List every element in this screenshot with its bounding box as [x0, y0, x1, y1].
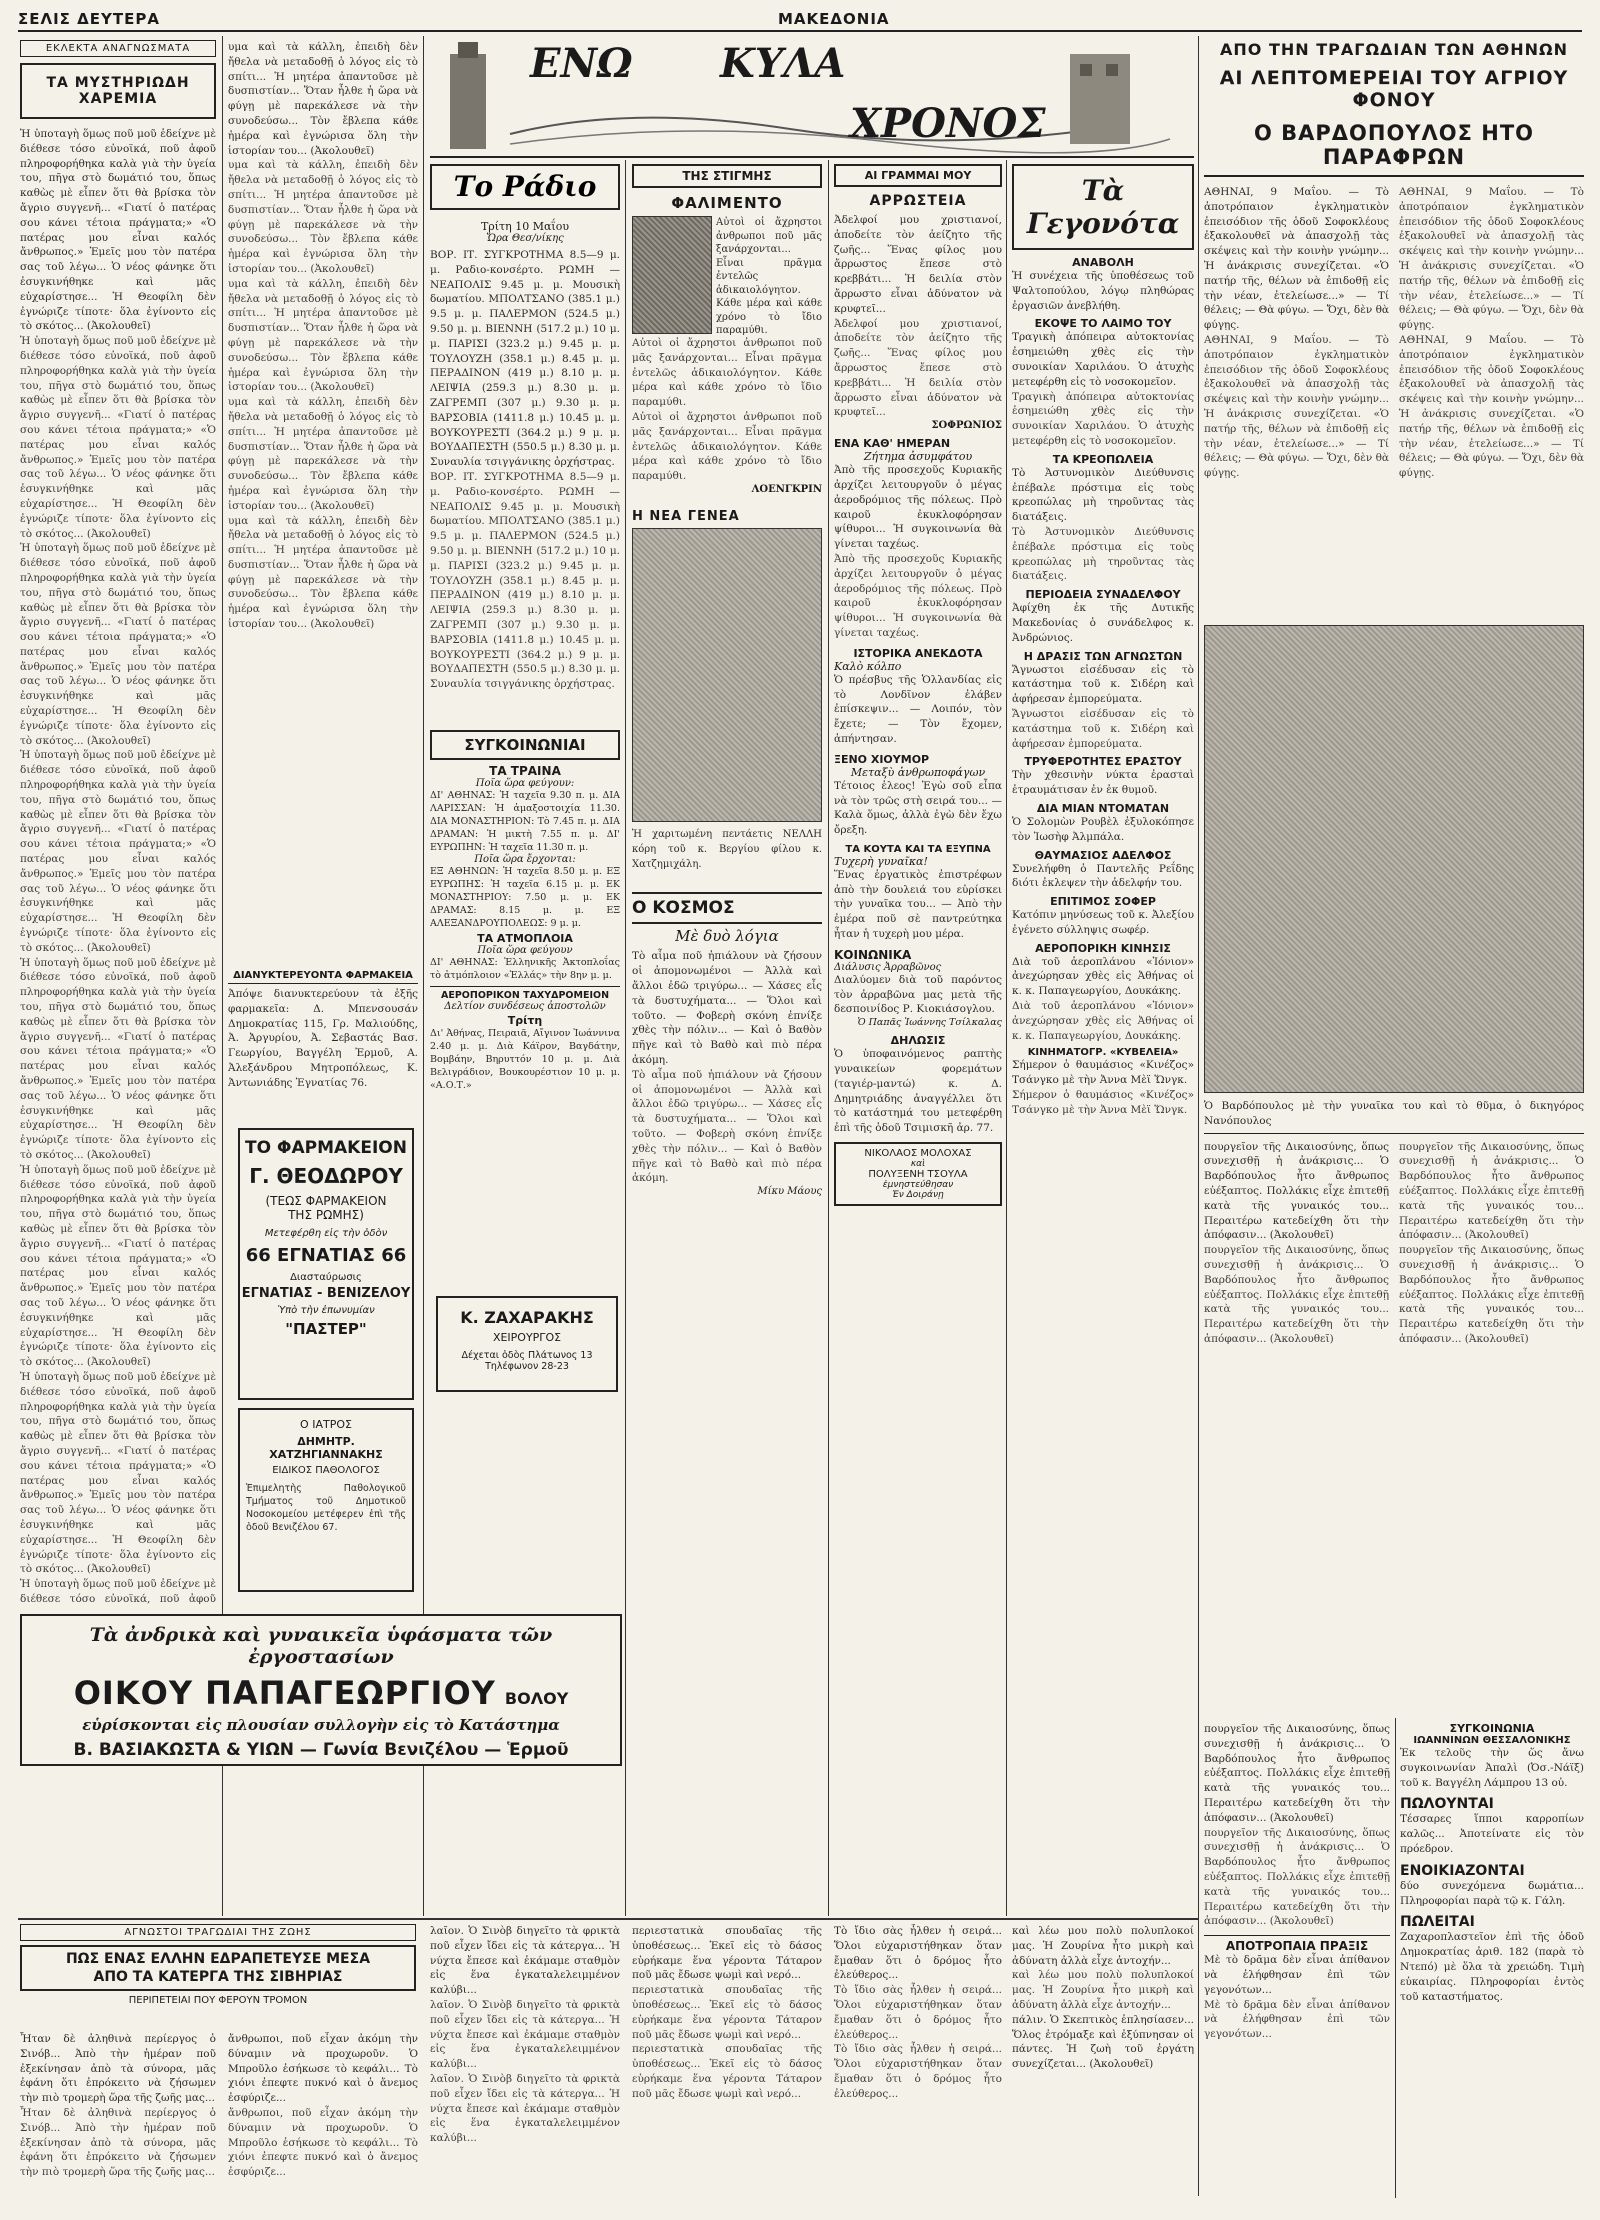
article-continuation: υμα καὶ τὰ κάλλη, ἐπειδὴ δὲν ἤθελα νὰ μεταδοθῇ ὁ λόγος εἰς τὸ σπίτι... Ἡ μητέρα ἀπαντοῦσε μὲ δυσπιστίαν... Ὅταν ἦλθε ἡ ὥρα νὰ φύγῃ μὲ παρεκάλεσε νὰ τὴν συνοδεύσω... Τὸν ἔβλεπα κάθε ἡμέρα καὶ ἐγνώρισα ὅλη τὴν ἱστορίαν του... (Ἀκολουθεῖ) [228, 514, 418, 631]
right-article-body: ΑΘΗΝΑΙ, 9 Μαΐου. — Τὸ ἀποτρόπαιον ἐγκληματικὸν ἐπεισόδιον τῆς ὁδοῦ Σοφοκλέους ἐξακολουθεῖ νὰ ἀπασχολῇ τὰς σκέψεις καὶ τὴν κοινὴν γνώμην... Ἡ ἀνάκρισις συνεχίζεται. «Ὁ πατήρ τῆς, θέλων νὰ ἐπιδοθῇ εἰς τὴν νέαν, ἐτελείωσε...» — Τί θέλεις; — Θὰ φύγω. — Ὄχι, δὲν θὰ φύγῃς. [1204, 186, 1389, 332]
feuilleton-body: καὶ λέω μου πολὺ πολυπλοκοί μας. Ἡ Ζουρίνα ἦτο μικρὴ καὶ ἀδύνατη ἀλλὰ εἶχε ἀντοχήν... [1012, 1925, 1194, 1967]
right-headline-2: ΑΙ ΛΕΠΤΟΜΕΡΕΙΑΙ ΤΟΥ ΑΓΡΙΟΥ ΦΟΝΟΥ [1219, 67, 1569, 111]
anecdotes-body: Ὁ πρέσβυς τῆς Ὁλλανδίας εἰς τὸ Λονδῖνον ἐλάβεν ἐπίσκεψιν... — Λοιπόν, τὸν ἔχετε; — Τὸν ἔχομεν, ἀπήντησαν. [834, 673, 1002, 745]
classified-heading: ΠΩΛΕΙΤΑΙ [1400, 1914, 1475, 1931]
classified-body: Ζαχαροπλαστεῖον ἐπὶ τῆς ὁδοῦ Δημοκρατίας ἀριθ. 182 (παρὰ τὸ Ντεπό) μὲ ὅλα τὰ χρειώδη. Τιμὴ εὐκαιρίας. Πληροφορίαι ἐντὸς τοῦ καταστήματος. [1400, 1931, 1584, 2003]
section-kicker: ΕΚΛΕΚΤΑ ΑΝΑΓΝΩΣΜΑΤΑ [20, 40, 216, 57]
silly-clever-sub: Τυχερὴ γυναῖκα! [834, 854, 928, 868]
feuilleton-col-3 [430, 1924, 620, 2198]
article-continuation: Ἡ ὑποταγὴ ὅμως ποῦ μοῦ ἐδείχνε μὲ διέθεσε τόσο εὐνοϊκά, ποῦ ἀφοῦ πληροφορήθηκα καλὰ γιὰ τὴν ὑγεία του, πῆγα στὸ δωμάτιό του, ὅπως καθὼς μὲ εἶπεν ὅτι θὰ βρίσκα τὸν ἄγριο συγγενῆ... «Γιατί ὁ πατέρας σου κάνει τέτοια πράγματα;» «Ὁ πατέρας μου εἶναι καλός ἄνθρωπος.» Ἐμεῖς μου τὸν πατέρα σας τοῦ λέγω... Ὁ νέος φάνηκε ὅτι ἐσυγκινήθηκε καὶ μᾶς εὐχαρίστησε... Ἡ Θεοφίλη δὲν ἐγνώριζε τίποτε· ὅλα ἐγίνοντο εἰς τὸ σκότος... (Ἀκολουθεῖ) [20, 749, 216, 954]
surgeon-name: Κ. ΖΑΧΑΡΑΚΗΣ [460, 1308, 594, 1327]
banner-word-3: ΧΡΟΝΟΣ [850, 100, 1046, 147]
article-continuation: Ἡ ὑποταγὴ ὅμως ποῦ μοῦ ἐδείχνε μὲ διέθεσε τόσο εὐνοϊκά, ποῦ ἀφοῦ πληροφορήθηκα καλὰ γιὰ τὴν ὑγεία του, πῆγα στὸ δωμάτιό του, ὅπως καθὼς μὲ εἶπεν ὅτι θὰ βρίσκα τὸν ἄγριο συγγενῆ... «Γιατί ὁ πατέρας σου κάνει τέτοια πράγματα;» «Ὁ πατέρας μου εἶναι καλός ἄνθρωπος.» Ἐμεῖς μου τὸν πατέρα σας τοῦ λέγω... Ὁ νέος φάνηκε ὅτι ἐσυγκινήθηκε καὶ μᾶς εὐχαρίστησε... Ἡ Θεοφίλη δὲν ἐγνώριζε τίποτε· ὅλα ἐγίνοντο εἰς τὸ σκότος... (Ἀκολουθεῖ) [20, 956, 216, 1161]
event-body: Σήμερον ὁ θαυμάσιος «Κινέζος» Τσάνγκο μὲ τὴν Ἀννα Μὲϊ Ὥνγκ. [1012, 1059, 1194, 1087]
feuilleton-continuation: λαῖον. Ὁ Σινὸβ διηγεῖτο τὰ φρικτὰ ποῦ εἶχεν ἴδει εἰς τὰ κάτεργα... Ἡ νύχτα ἔπεσε καὶ ἐκάμαμε σταθμὸν εἰς ἕνα ἐγκαταλελειμμένον καλύβι... [430, 1998, 620, 2071]
radio-logo [430, 164, 620, 210]
feuilleton-body: Τὸ ἴδιο σὰς ἦλθεν ἡ σειρά... Ὅλοι εὐχαριστήθηκαν ὅταν ἔμαθαν ὅτι ὁ δρόμος ἦτο ἐλεύθερος... [834, 1925, 1002, 1982]
surgeon-address: Δέχεται ὁδὸς Πλάτωνος 13 Τηλέφωνον 28-23 [461, 1350, 593, 1372]
right-article-continuation: πουργεῖον τῆς Δικαιοσύνης, ὅπως συνεχισθῇ ἡ ἀνάκρισις... Ὁ Βαρδόπουλος ἦτο ἄνθρωπος εὐέξαπτος. Πολλάκις εἶχε ἐπιτεθῇ κατὰ τῆς γυναικός του... Περαιτέρω κατεδείχθη ὅτι τὴν ἀπόφασιν... (Ἀκολουθεῖ) [1204, 1244, 1389, 1345]
article-continuation: Ἡ ὑποταγὴ ὅμως ποῦ μοῦ ἐδείχνε μὲ διέθεσε τόσο εὐνοϊκά, ποῦ ἀφοῦ πληροφορήθηκα καλὰ γιὰ τὴν ὑγεία του, πῆγα στὸ δωμάτιό του, ὅπως καθὼς μὲ εἶπεν ὅτι θὰ βρίσκα τὸν ἄγριο συγγενῆ... «Γιατί ὁ πατέρας σου κάνει τέτοια πράγματα;» «Ὁ πατέρας μου εἶναι καλός ἄνθρωπος.» Ἐμεῖς μου τὸν πατέρα σας τοῦ λέγω... Ὁ νέος φάνηκε ὅτι ἐσυγκινήθηκε καὶ μᾶς εὐχαρίστησε... Ἡ Θεοφίλη δὲν ἐγνώριζε τίποτε· ὅλα ἐγίνοντο εἰς τὸ σκότος... (Ἀκολουθεῖ) [20, 542, 216, 747]
transport-body: Ἐκ τελοῦς τὴν ὥς ἄνω συγκοινωνίαν Ἀπαλὶ (Ὀσ.-Νάϊξ) τοῦ κ. Βαγγέλη Λάμπρου 13 οὐ. [1400, 1747, 1584, 1789]
communications-section [430, 730, 620, 1290]
event-body: Ἡ συνέχεια τῆς ὑποθέσεως τοῦ Ψαλτοπούλου, λόγῳ πληθώρας ἐργασιῶν ἀνεβλήθη. [1012, 270, 1194, 312]
feuilleton-col-5 [834, 1924, 1002, 2198]
anecdotes-sub: Καλὸ κόλπο [834, 659, 902, 673]
daily-title: ΕΝΑ ΚΑΘ' ΗΜΕΡΑΝ [834, 437, 951, 451]
transport-sub: ΙΩΑΝΝΙΝΩΝ ΘΕΣΣΑΛΟΝΙΚΗΣ [1413, 1735, 1571, 1746]
ad-line: Τὰ ἀνδρικὰ καὶ γυναικεῖα ὑφάσματα τῶν ἐργοστασίων [89, 1624, 553, 1668]
transport-title: ΣΥΓΚΟΙΝΩΝΙΑ [1449, 1722, 1535, 1735]
news-photo [1204, 625, 1584, 1093]
feuilleton-continuation: Ἦταν δὲ ἀληθινὰ περίεργος ὁ Σινόβ... Ἀπὸ τὴν ἡμέραν ποῦ ἐξεκίνησαν ἀπὸ τὰ σύνορα, μᾶς ἐφάνη ὅτι ἐπρόκειτο νὰ ζήσωμεν τὴν πιὸ τρομερὴ ὥρα τῆς ζωῆς μας... [20, 2106, 216, 2179]
radio-date: Τρίτη 10 Μαΐου [480, 220, 570, 233]
article-body: πουργεῖον τῆς Δικαιοσύνης, ὅπως συνεχισθῇ ἡ ἀνάκρισις... Ὁ Βαρδόπουλος ἦτο ἄνθρωπος εὐέξαπτος. Πολλάκις εἶχε ἐπιτεθῇ κατὰ τῆς γυναικός του... Περαιτέρω κατεδείχθη ὅτι τὴν ἀπόφασιν... (Ἀκολουθεῖ) [1204, 1723, 1390, 1824]
engagement-and: καὶ [910, 1159, 926, 1170]
feuilleton-sub: ΠΕΡΙΠΕΤΕΙΑΙ ΠΟΥ ΦΕΡΟΥΝ ΤΡΟΜΟΝ [128, 1995, 308, 2006]
feuilleton-body: Ἦταν δὲ ἀληθινὰ περίεργος ὁ Σινόβ... Ἀπὸ τὴν ἡμέραν ποῦ ἐξεκίνησαν ἀπὸ τὰ σύνορα, μᾶς ἐφάνη ὅτι ἐπρόκειτο νὰ ζήσωμεν τὴν πιὸ τρομερὴ ὥρα τῆς ζωῆς μας... [20, 2033, 216, 2105]
article-body: υμα καὶ τὰ κάλλη, ἐπειδὴ δὲν ἤθελα νὰ μεταδοθῇ ὁ λόγος εἰς τὸ σπίτι... Ἡ μητέρα ἀπαντοῦσε μὲ δυσπιστίαν... Ὅταν ἦλθε ἡ ὥρα νὰ φύγῃ μὲ παρεκάλεσε νὰ τὴν συνοδεύσω... Τὸν ἔβλεπα κάθε ἡμέρα καὶ ἐγνώρισα ὅλη τὴν ἱστορίαν του... (Ἀκολουθεῖ) [228, 41, 418, 157]
ships-sub: Ποῖα ὥρα φεύγουν [477, 945, 573, 956]
pharmacies-section [228, 970, 418, 1120]
right-article-continuation: πουργεῖον τῆς Δικαιοσύνης, ὅπως συνεχισθῇ ἡ ἀνάκρισις... Ὁ Βαρδόπουλος ἦτο ἄνθρωπος εὐέξαπτος. Πολλάκις εἶχε ἐπιτεθῇ κατὰ τῆς γυναικός του... Περαιτέρω κατεδείχθη ὅτι τὴν ἀπόφασιν... (Ἀκολουθεῖ) [1399, 1244, 1584, 1345]
departures-label: Ποῖα ὥρα φεύγουν: [475, 778, 575, 789]
feuilleton-kicker: ΑΓΝΩΣΤΟΙ ΤΡΑΓΩΔΙΑΙ ΤΗΣ ΖΩΗΣ [20, 1924, 416, 1941]
pharmacy-ad [238, 1128, 414, 1400]
article-continuation: υμα καὶ τὰ κάλλη, ἐπειδὴ δὲν ἤθελα νὰ μεταδοθῇ ὁ λόγος εἰς τὸ σπίτι... Ἡ μητέρα ἀπαντοῦσε μὲ δυσπιστίαν... Ὅταν ἦλθε ἡ ὥρα νὰ φύγῃ μὲ παρεκάλεσε νὰ τὴν συνοδεύσω... Τὸν ἔβλεπα κάθε ἡμέρα καὶ ἐγνώρισα ὅλη τὴν ἱστορίαν του... (Ἀκολουθεῖ) [228, 159, 418, 275]
right-article-continuation: πουργεῖον τῆς Δικαιοσύνης, ὅπως συνεχισθῇ ἡ ἀνάκρισις... Ὁ Βαρδόπουλος ἦτο ἄνθρωπος εὐέξαπτος. Πολλάκις εἶχε ἐπιτεθῇ κατὰ τῆς γυναικός του... Περαιτέρω κατεδείχθη ὅτι τὴν ἀπόφασιν... (Ἀκολουθεῖ) [1399, 1140, 1584, 1242]
feuilleton-header [20, 1924, 416, 2026]
surgeon-title: ΧΕΙΡΟΥΡΓΟΣ [492, 1331, 562, 1344]
airmail-body: Δι' Ἀθήνας, Πειραιᾶ, Αἴγινον Ἰωάννινα 2.40 μ. μ. Διὰ Κάϊρον, Βαγδάτην, Βομβάην, Βηρυττόν 10 μ. μ. Διὰ Βελιγράδιον, Βουκουρέστιον 10 μ. μ. «Α.Ο.Τ.» [430, 1028, 620, 1091]
world-title: Ο ΚΟΣΜΟΣ [632, 892, 822, 924]
anecdotes-title: ΙΣΤΟΡΙΚΑ ΑΝΕΚΔΟΤΑ [853, 646, 983, 660]
right-headline-1: ΑΠΟ ΤΗΝ ΤΡΑΓΩΔΙΑΝ ΤΩΝ ΑΘΗΝΩΝ [1220, 40, 1568, 59]
arrivals-label: Ποῖα ὥρα ἔρχονται: [474, 854, 576, 865]
heinous-act-title: ΑΠΟΤΡΟΠΑΙΑ ΠΡΑΞΙΣ [1204, 1935, 1390, 1953]
article-body: Ἡ ὑποταγὴ ὅμως ποῦ μοῦ ἐδείχνε μὲ διέθεσε τόσο εὐνοϊκά, ποῦ ἀφοῦ πληροφορήθηκα καλὰ γιὰ τὴν ὑγεία του, πῆγα στὸ δωμάτιό του, ὅπως καθὼς μὲ εἶπεν ὅτι θὰ βρίσκα τὸν ἄγριο συγγενῆ... «Γιατί ὁ πατέρας σου κάνει τέτοια πράγματα;» «Ὁ πατέρας μου εἶναι καλός ἄνθρωπος.» Ἐμεῖς μου τὸν πατέρα σας τοῦ λέγω... Ὁ νέος φάνηκε ὅτι ἐσυγκινήθηκε καὶ μᾶς εὐχαρίστησε... Ἡ Θεοφίλη δὲν ἐγνώριζε τίποτε· ὅλα ἐγίνοντο εἰς τὸ σκότος... (Ἀκολουθεῖ) [20, 128, 216, 333]
event-continuation: Τὸ Ἀστυνομικὸν Διεύθυνσις ἐπέβαλε πρόστιμα εἰς τοὺς κρεοπώλας μὴ τηροῦντας τὰς διατάξεις. [1012, 525, 1194, 583]
letters-continuation: Ἀδελφοί μου χριστιανοί, ἀποδείτε τὸν ἀείζητο τῆς ζωῆς... Ἕνας φίλος μου ἄρρωστος ἔπεσε στὸ κρεββάτι... Ἡ δειλία στὸν ἄρρωστο εἶναι ἀδύνατον νὰ κρυφτεῖ... [834, 317, 1002, 419]
event-heading: ΔΙΑ ΜΙΑΝ ΝΤΟΜΑΤΑΝ [1036, 801, 1170, 815]
right-bottom-left [1204, 1722, 1390, 2198]
event-heading: ΤΑ ΚΡΕΟΠΩΛΕΙΑ [1052, 452, 1154, 466]
humor-sub: Μεταξὺ ἀνθρωποφάγων [850, 765, 986, 779]
feuilleton-body: λαῖον. Ὁ Σινὸβ διηγεῖτο τὰ φρικτὰ ποῦ εἶχεν ἴδει εἰς τὰ κάτεργα... Ἡ νύχτα ἔπεσε καὶ ἐκάμαμε σταθμὸν εἰς ἕνα ἐγκαταλελειμμένον καλύβι... [430, 1925, 620, 1997]
heinous-act-body: Μὲ τὸ δρᾶμα δὲν εἶναι ἀπίθανον νὰ ἐλήφθησαν ἐπὶ τῶν γεγονότων... [1204, 1954, 1390, 1996]
engagement-place: Ἐν Δοιράνῃ [892, 1190, 944, 1201]
ad-line: (ΤΕΩΣ ΦΑΡΜΑΚΕΙΟΝ [265, 1194, 387, 1208]
pharmacies-body: Ἀπόψε διανυκτερεύουν τὰ ἑξῆς φαρμακεῖα: Δ. Μπενσουσάν Δημοκρατίας 115, Γρ. Μαλιούδης, Ἀ. Ἀργυρίου, Ἀ. Σεβαστάς Βασ. Γεωργίου, Βαγγέλη Ἐρμοῦ, Α. Ἀλεξάνδρου Μητροπόλεως, Κ. Ἀντωνιάδης Ἐγνατίας 76. [228, 988, 418, 1089]
moment-title: ΤΗΣ ΣΤΙΓΜΗΣ [632, 164, 822, 188]
event-body: Τὸ Ἀστυνομικὸν Διεύθυνσις ἐπέβαλε πρόστιμα εἰς τοὺς κρεοπώλας μὴ τηροῦντας τὰς διατάξεις. [1012, 466, 1194, 524]
feuilleton-title-line-2: ΑΠΟ ΤΑ ΚΑΤΕΡΓΑ ΤΗΣ ΣΙΒΗΡΙΑΣ [93, 1969, 343, 1985]
paper-name: ΜΑΚΕΔΟΝΙΑ [778, 10, 890, 28]
social-body: Διαλύομεν διὰ τοῦ παρόντος τὸν ἀρραβῶνα μας μετὰ τῆς δεσποινίδος Ρ. Κιοκιάσογλου. [834, 973, 1002, 1016]
column-1 [20, 40, 216, 1608]
world-body: Τὸ αἷμα ποῦ ἠπιάλουν νὰ ζήσουν οἱ ἀπομονωμένοι — Ἀλλὰ καὶ ἄλλοι ἐδῶ τριγύρω... — Χάσες εἶς τὰ δυστυχήματα... — Ὅλοι καὶ τοῦτο. — Φοβερὴ σκόνη ἐπνίξε χθὲς τὴν πόλιν... — Καὶ ὁ Βαθὸν πῆγε καὶ τὸ Βαθὸ καὶ πιὸ πέρα ἀκόμη. [632, 950, 822, 1066]
ad-line: εὑρίσκονται εἰς πλουσίαν συλλογὴν εἰς τὸ Κατάστημα [82, 1716, 560, 1734]
feuilleton-col-6 [1012, 1924, 1194, 2198]
right-article-continuation: ΑΘΗΝΑΙ, 9 Μαΐου. — Τὸ ἀποτρόπαιον ἐγκληματικὸν ἐπεισόδιον τῆς ὁδοῦ Σοφοκλέους ἐξακολουθεῖ νὰ ἀπασχολῇ τὰς σκέψεις καὶ τὴν κοινὴν γνώμην... Ἡ ἀνάκρισις συνεχίζεται. «Ὁ πατήρ τῆς, θέλων νὰ ἐπιδοθῇ εἰς τὴν νέαν, ἐτελείωσε...» — Τί θέλεις; — Θὰ φύγω. — Ὄχι, δὲν θὰ φύγῃς. [1399, 186, 1584, 332]
classifieds [1400, 1722, 1584, 2198]
notice-body: Ὁ ὑποφαινόμενος ραπτὴς γυναικείων φορεμάτων (ταγιέρ-μαντώ) κ. Δ. Δημητριάδης ἀναγγέλλει ὅτι τὸ κατάστημά του μετεφέρθη ἐπὶ τῆς ὁδοῦ Τσιμισκῆ ἀρ. 77. [834, 1048, 1002, 1135]
event-body: Διὰ τοῦ ἀεροπλάνου «Ἰόνιον» ἀνεχώρησαν χθὲς εἰς Ἀθήνας οἱ κ. κ. Παπαγεωργίου, Δουκάκης. [1012, 955, 1194, 998]
moment-signature: ΛΟΕΝΓΚΡΙΝ [751, 483, 822, 495]
feuilleton-continuation: καὶ λέω μου πολὺ πολυπλοκοί μας. Ἡ Ζουρίνα ἦτο μικρὴ καὶ ἀδύνατη ἀλλὰ εἶχε ἀντοχήν... [1012, 1969, 1194, 2011]
airmail-title: ΑΕΡΟΠΟΡΙΚΟΝ ΤΑΧΥΔΡΟΜΕΙΟΝ [430, 986, 620, 1001]
letters-title: ΑΙ ΓΡΑΜΜΑΙ ΜΟΥ [834, 164, 1002, 187]
engagement-text: ἐμνηστεύθησαν [882, 1180, 954, 1191]
article-title: ΤΑ ΜΥΣΤΗΡΙΩΔΗ ΧΑΡΕΜΙΑ [20, 63, 216, 119]
event-heading: ΑΕΡΟΠΟΡΙΚΗ ΚΙΝΗΣΙΣ [1035, 941, 1171, 955]
column-2 [228, 40, 418, 960]
trains-title: ΤΑ ΤΡΑΙΝΑ [489, 764, 561, 778]
svg-text:Το Ράδιο: Το Ράδιο [453, 170, 597, 203]
daily-continuation: Ἀπὸ τῆς προσεχοῦς Κυριακῆς ἀρχίζει λειτουργοῦν ὁ μέγας ἀεροδρόμιος τῆς πόλεως. Πρὸ καιροῦ ἐκυκλοφόρησαν ψίθυροι... Ἡ συγκοινωνία θὰ γίνεται ταχέως. [834, 552, 1002, 639]
event-heading: ΘΑΥΜΑΣΙΟΣ ΑΔΕΛΦΟΣ [1034, 848, 1172, 862]
moment-section [632, 164, 822, 1604]
right-headline-3: Ο ΒΑΡΔΟΠΟΥΛΟΣ ΗΤΟ ΠΑΡΑΦΡΩΝ [1204, 121, 1584, 177]
moment-continuation: Αὐτοὶ οἱ ἄχρηστοι ἀνθρωποι ποῦ μᾶς ξανάρχονται... Εἶναι πρᾶγμα ἐντελῶς ἀδικαιολόγητον. Κάθε μέρα καὶ κάθε χρόνο τὸ ἴδιο παραμύθι. [632, 337, 822, 409]
event-heading: ΤΡΥΦΕΡΟΤΗΤΕΣ ΕΡΑΣΤΟΥ [1024, 755, 1182, 769]
right-article-body-2: πουργεῖον τῆς Δικαιοσύνης, ὅπως συνεχισθῇ ἡ ἀνάκρισις... Ὁ Βαρδόπουλος ἦτο ἄνθρωπος εὐέξαπτος. Πολλάκις εἶχε ἐπιτεθῇ κατὰ τῆς γυναικός του... Περαιτέρω κατεδείχθη ὅτι τὴν ἀπόφασιν... (Ἀκολουθεῖ) [1204, 1140, 1389, 1242]
event-body: Ἀφίχθη ἐκ τῆς Δυτικῆς Μακεδονίας ὁ συνάδελφος κ. Ἀνδρώνιος. [1012, 602, 1194, 644]
ad-line: Γ. ΘΕΟΔΩΡΟΥ [249, 1164, 403, 1188]
event-continuation: Τραγικὴ ἀπόπειρα αὐτοκτονίας ἐσημειώθη χθὲς εἰς τὴν συνοικίαν Χαριλάου. Ὁ ἀτυχὴς μετεφέρθη εἰς τὸ νοσοκομεῖον. [1012, 390, 1194, 447]
ad-line: Β. ΒΑΣΙΑΚΩΣΤΑ & ΥΙΩΝ — Γωνία Βενιζέλου — Ἑρμοῦ [73, 1740, 569, 1760]
engagement-name-1: ΝΙΚΟΛΑΟΣ ΜΟΛΟΧΑΣ [864, 1148, 972, 1160]
right-article-continuation: ΑΘΗΝΑΙ, 9 Μαΐου. — Τὸ ἀποτρόπαιον ἐγκληματικὸν ἐπεισόδιον τῆς ὁδοῦ Σοφοκλέους ἐξακολουθεῖ νὰ ἀπασχολῇ τὰς σκέψεις καὶ τὴν κοινὴν γνώμην... Ἡ ἀνάκρισις συνεχίζεται. «Ὁ πατήρ τῆς, θέλων νὰ ἐπιδοθῇ εἰς τὴν νέαν, ἐτελείωσε...» — Τί θέλεις; — Θὰ φύγω. — Ὄχι, δὲν θὰ φύγῃς. [1204, 333, 1389, 480]
event-heading: ΕΠΙΤΙΜΟΣ ΣΟΦΕΡ [1050, 895, 1156, 909]
fabric-ad [20, 1614, 622, 1766]
photo-caption: Ὁ Βαρδόπουλος μὲ τὴν γυναῖκα του καὶ τὸ θῦμα, ὁ δικηγόρος Νανόπουλος [1204, 1099, 1584, 1134]
classified-heading: ΠΩΛΟΥΝΤΑΙ [1400, 1796, 1494, 1813]
radio-programs: ΒΟΡ. ΙΤ. ΣΥΓΚΡΟΤΗΜΑ 8.5—9 μ. μ. Ραδιο-κονσέρτο. ΡΩΜΗ — ΝΕΑΠΟΛΙΣ 9.45 μ. μ. Μουσικὴ δωματίου. ΜΠΟΛΤΣΑΝΟ (385.1 μ.) 9.5 μ. μ. ΠΑΛΕΡΜΟΝ (524.5 μ.) 9.50 μ. μ. ΒΙΕΝΝΗ (517.2 μ.) 10 μ. μ. ΠΑΡΙΣΙ (323.2 μ.) 9.45 μ. μ. ΤΟΥΛΟΥΖΗ (358.1 μ.) 8.45 μ. μ. ΠΕΡΑΔΙΝΟΝ (419 μ.) 8.10 μ. μ. ΛΕΙΨΙΑ (259.3 μ.) 8.30 μ. μ. ΖΑΓΡΕΜΠ (307 μ.) 9.30 μ. μ. ΒΑΡΣΟΒΙΑ (1411.8 μ.) 10.45 μ. μ. ΒΟΥΚΟΥΡΕΣΤΙ (364.2 μ.) 9 μ. μ. ΒΟΥΔΑΠΕΣΤΗ (550.5 μ.) 8.30 μ. μ. Συναυλία τσιγγάνικης ὀρχήστρας. [430, 470, 620, 691]
photo-caption: Ἡ χαριτωμένη πεντάετις ΝΕΛΛΗ κόρη τοῦ κ. Βεργίου φίλου κ. Χατζημιχάλη. [632, 828, 822, 870]
classified-body: δύο συνεχόμενα δωμάτια... Πληροφορίαι παρὰ τῷ κ. Γάλη. [1400, 1879, 1584, 1907]
event-continuation: Διὰ τοῦ ἀεροπλάνου «Ἰόνιον» ἀνεχώρησαν χθὲς εἰς Ἀθήνας οἱ κ. κ. Παπαγεωργίου, Δουκάκης. [1012, 1000, 1194, 1042]
radio-time: Ὥρα Θεσ/νίκης [486, 233, 564, 244]
engagement-name-2: ΠΟΛΥΞΕΝΗ ΤΣΟΥΛΑ [868, 1169, 968, 1181]
communications-title: ΣΥΓΚΟΙΝΩΝΙΑΙ [430, 730, 620, 760]
event-heading: ΚΙΝΗΜΑΤΟΓΡ. «ΚΥΒΕΛΕΙΑ» [1027, 1047, 1179, 1059]
ad-body: Ἐπιμελητὴς Παθολογικοῦ Τμήματος τοῦ Δημοτικοῦ Νοσοκομείου μετέφερεν ἐπὶ τῆς ὁδοῦ Βενιζέλου 67. [246, 1483, 406, 1533]
events-after: πάλιν. Ὁ Σκεπτικὸς ἐπλησίασεν... Ὅλος ἐτρόμαξε καὶ ἐξύπνησαν οἱ πάντες. Ἡ ζωὴ τοῦ ἐργάτη συνεχίζεται... (Ἀκολουθεῖ) [1012, 2013, 1194, 2071]
ad-line: Μετεφέρθη εἰς τὴν ὁδὸν [264, 1228, 388, 1239]
masthead [18, 8, 1582, 32]
humor-title: ΞΕΝΟ ΧΙΟΥΜΟΡ [834, 752, 930, 766]
ad-line: ΤΗΣ ΡΩΜΗΣ) [288, 1208, 364, 1222]
radio-programs: ΒΟΡ. ΙΤ. ΣΥΓΚΡΟΤΗΜΑ 8.5—9 μ. μ. Ραδιο-κονσέρτο. ΡΩΜΗ — ΝΕΑΠΟΛΙΣ 9.45 μ. μ. Μουσικὴ δωματίου. ΜΠΟΛΤΣΑΝΟ (385.1 μ.) 9.5 μ. μ. ΠΑΛΕΡΜΟΝ (524.5 μ.) 9.50 μ. μ. ΒΙΕΝΝΗ (517.2 μ.) 10 μ. μ. ΠΑΡΙΣΙ (323.2 μ.) 9.45 μ. μ. ΤΟΥΛΟΥΖΗ (358.1 μ.) 8.45 μ. μ. ΠΕΡΑΔΙΝΟΝ (419 μ.) 8.10 μ. μ. ΛΕΙΨΙΑ (259.3 μ.) 8.30 μ. μ. ΖΑΓΡΕΜΠ (307 μ.) 9.30 μ. μ. ΒΑΡΣΟΒΙΑ (1411.8 μ.) 10.45 μ. μ. ΒΟΥΚΟΥΡΕΣΤΙ (364.2 μ.) 9 μ. μ. ΒΟΥΔΑΠΕΣΤΗ (550.5 μ.) 8.30 μ. μ. Συναυλία τσιγγάνικης ὀρχήστρας. [430, 249, 620, 469]
article-continuation: Ἡ ὑποταγὴ ὅμως ποῦ μοῦ ἐδείχνε μὲ διέθεσε τόσο εὐνοϊκά, ποῦ ἀφοῦ πληροφορήθηκα καλὰ γιὰ τὴν ὑγεία του, πῆγα στὸ δωμάτιό του, ὅπως καθὼς μὲ εἶπεν ὅτι θὰ βρίσκα τὸν ἄγριο συγγενῆ... «Γιατί ὁ πατέρας σου κάνει τέτοια πράγματα;» «Ὁ πατέρας μου εἶναι καλός ἄνθρωπος.» Ἐμεῖς μου τὸν πατέρα σας τοῦ λέγω... Ὁ νέος φάνηκε ὅτι ἐσυγκινήθηκε καὶ μᾶς εὐχαρίστησε... Ἡ Θεοφίλη δὲν ἐγνώριζε τίποτε· ὅλα ἐγίνοντο εἰς τὸ σκότος... (Ἀκολουθεῖ) [20, 1370, 216, 1576]
banner-word-1: ΕΝΩ [530, 40, 633, 87]
moment-body: Αὐτοὶ οἱ ἄχρηστοι ἀνθρωποι ποῦ μᾶς ξανάρχονται... Εἶναι πρᾶγμα ἐντελῶς ἀδικαιολόγητον. Κάθε μέρα καὶ κάθε χρόνο τὸ ἴδιο παραμύθι. [716, 217, 822, 336]
ad-line: "ΠΑΣΤΕΡ" [285, 1320, 367, 1338]
cartoon-illustration [632, 216, 712, 334]
moment-headline: ΦΑΛΙΜΕΝΤΟ [671, 194, 783, 212]
social-signature: Ὁ Παπᾶς Ἰωάννης Τσίλκαλας [857, 1017, 1002, 1029]
silly-clever-title: ΤΑ ΚΟΥΤΑ ΚΑΙ ΤΑ ΕΞΥΠΝΑ [845, 843, 991, 855]
social-title: ΚΟΙΝΩΝΙΚΑ [834, 947, 912, 962]
ad-line: Ο ΙΑΤΡΟΣ [300, 1418, 352, 1431]
event-body: Κατόπιν μηνύσεως τοῦ κ. Ἀλεξίου ἐγένετο σύλληψις σωφέρ. [1012, 909, 1194, 936]
letters-headline: ΑΡΡΩΣΤΕΙΑ [869, 193, 967, 209]
feuilleton-col-1 [20, 2032, 216, 2198]
radio-section [430, 164, 620, 724]
world-continuation: Τὸ αἷμα ποῦ ἠπιάλουν νὰ ζήσουν οἱ ἀπομονωμένοι — Ἀλλὰ καὶ ἄλλοι ἐδῶ τριγύρω... — Χάσες εἶς τὰ δυστυχήματα... — Ὅλοι καὶ τοῦτο. — Φοβερὴ σκόνη ἐπνίξε χθὲς τὴν πόλιν... — Καὶ ὁ Βαθὸν πῆγε καὶ τὸ Βαθὸ καὶ πιὸ πέρα ἀκόμη. [632, 1068, 822, 1185]
feuilleton-title-line-1: ΠΩΣ ΕΝΑΣ ΕΛΛΗΝ ΕΔΡΑΠΕΤΕΥΣΕ ΜΕΣΑ [65, 1951, 371, 1967]
notice-title: ΔΗΛΩΣΙΣ [890, 1034, 946, 1048]
classified-body: Τέσσαρες ἵπποι καρροπίων καλῶς... Ἀποτείνατε εἰς τὸν πρόεδρον. [1400, 1813, 1584, 1855]
ad-line: Διασταύρωσις [290, 1272, 362, 1283]
feuilleton-continuation: Τὸ ἴδιο σὰς ἦλθεν ἡ σειρά... Ὅλοι εὐχαριστήθηκαν ὅταν ἔμαθαν ὅτι ὁ δρόμος ἦτο ἐλεύθερος... [834, 2043, 1002, 2100]
feuilleton-continuation: περιεστατικὰ σπουδαῖας τῆς ὑποθέσεως... Ἐκεῖ εἰς τὸ δάσος εὑρήκαμε ἕνα γέροντα Τάταρον ποῦ μᾶς ἔδωσε ψωμὶ καὶ νερό... [632, 2043, 822, 2100]
feuilleton-continuation: ἄνθρωποι, ποῦ εἶχαν ἀκόμη τὴν δύναμιν νὰ προχωροῦν. Ὁ Μπροῦλο ἐσήκωσε τὸ κεφάλι... Τὸ χιόνι ἐπεφτε πυκνό καὶ ὁ ἄνεμος ἐσφύριζε... [228, 2106, 418, 2179]
ships-body: ΔΙ' ΑΘΗΝΑΣ: Ἐλληνικῆς Ἀκτοπλοΐας τὸ ἀτμόπλοιον «Ἑλλάς» τὴν 8ην μ. μ. [430, 957, 620, 981]
ad-brand: ΟΙΚΟΥ ΠΑΠΑΓΕΩΡΓΙΟΥ [73, 1674, 496, 1712]
letters-section [834, 164, 1002, 1604]
daily-sub: Ζήτημα ἀσυμφάτου [863, 450, 973, 464]
feuilleton-body: περιεστατικὰ σπουδαῖας τῆς ὑποθέσεως... Ἐκεῖ εἰς τὸ δάσος εὑρήκαμε ἕνα γέροντα Τάταρον ποῦ μᾶς ἔδωσε ψωμὶ καὶ νερό... [632, 1925, 822, 1982]
events-section [1012, 164, 1194, 1912]
world-sub: Μὲ δυὸ λόγια [675, 927, 779, 946]
ad-line: 66 ΕΓΝΑΤΙΑΣ 66 [245, 1245, 407, 1266]
feuilleton-continuation: λαῖον. Ὁ Σινὸβ διηγεῖτο τὰ φρικτὰ ποῦ εἶχεν ἴδει εἰς τὰ κάτεργα... Ἡ νύχτα ἔπεσε καὶ ἐκάμαμε σταθμὸν εἰς ἕνα ἐγκαταλελειμμένον καλύβι... [430, 2072, 620, 2145]
heinous-act-continuation: Μὲ τὸ δρᾶμα δὲν εἶναι ἀπίθανον νὰ ἐλήφθησαν ἐπὶ τῶν γεγονότων... [1204, 1998, 1390, 2041]
event-body: Ὁ Σολομὼν Ρουβὲλ ἐξυλοκόπησε τὸν Ἰωσὴφ Ἀλμπάλα. [1012, 815, 1194, 843]
article-continuation: Ἡ ὑποταγὴ ὅμως ποῦ μοῦ ἐδείχνε μὲ διέθεσε τόσο εὐνοϊκά, ποῦ ἀφοῦ [20, 1578, 216, 1605]
event-body: Ἄγνωστοι εἰσέδυσαν εἰς τὸ κατάστημα τοῦ κ. Σιδέρη καὶ ἀφήρεσαν ἐμπορεύματα. [1012, 663, 1194, 706]
event-body: Τραγικὴ ἀπόπειρα αὐτοκτονίας ἐσημειώθη χθὲς εἰς τὴν συνοικίαν Χαριλάου. Ὁ ἀτυχὴς μετεφέρθη εἰς τὸ νοσοκομεῖον. [1012, 331, 1194, 388]
arrivals-body: ΕΞ ΑΘΗΝΩΝ: Ἡ ταχεῖα 8.50 μ. μ. ΕΞ ΕΥΡΩΠΗΣ: Ἡ ταχεῖα 6.15 μ. μ. ΕΚ ΜΟΝΑΣΤΗΡΙΟΥ: 7.50 μ. μ. ΕΚ ΔΡΑΜΑΣ: 8.15 μ. μ. ΕΞ ΑΛΕΞΑΝΔΡΟΥΠΟΛΕΩΣ: 9 μ. μ. [430, 866, 620, 929]
ad-line: ΕΓΝΑΤΙΑΣ - ΒΕΝΙΖΕΛΟΥ [241, 1286, 411, 1301]
silly-clever-body: Ἕνας ἐργατικὸς ἐπιστρέφων ἀπὸ τὴν δουλειά του εὑρίσκει τὴν γυναῖκα του... — Ἀπὸ τὴν ἐμέρα ποῦ σὲ παντρεύτηκα ἦταν ἡ τυχερὴ μου μέρα. [834, 868, 1002, 941]
article-continuation: Ἡ ὑποταγὴ ὅμως ποῦ μοῦ ἐδείχνε μὲ διέθεσε τόσο εὐνοϊκά, ποῦ ἀφοῦ πληροφορήθηκα καλὰ γιὰ τὴν ὑγεία του, πῆγα στὸ δωμάτιό του, ὅπως καθὼς μὲ εἶπεν ὅτι θὰ βρίσκα τὸν ἄγριο συγγενῆ... «Γιατί ὁ πατέρας σου κάνει τέτοια πράγματα;» «Ὁ πατέρας μου εἶναι καλός ἄνθρωπος.» Ἐμεῖς μου τὸν πατέρα σας τοῦ λέγω... Ὁ νέος φάνηκε ὅτι ἐσυγκινήθηκε καὶ μᾶς εὐχαρίστησε... Ἡ Θεοφίλη δὲν ἐγνώριζε τίποτε· ὅλα ἐγίνοντο εἰς τὸ σκότος... (Ἀκολουθεῖ) [20, 1163, 216, 1369]
feuilleton-title [20, 1945, 416, 1991]
feuilleton-continuation: Τὸ ἴδιο σὰς ἦλθεν ἡ σειρά... Ὅλοι εὐχαριστήθηκαν ὅταν ἔμαθαν ὅτι ὁ δρόμος ἦτο ἐλεύθερος... [834, 1984, 1002, 2041]
ad-line: ΤΟ ΦΑΡΜΑΚΕΙΟΝ [245, 1138, 407, 1158]
feuilleton-continuation: περιεστατικὰ σπουδαῖας τῆς ὑποθέσεως... Ἐκεῖ εἰς τὸ δάσος εὑρήκαμε ἕνα γέροντα Τάταρον ποῦ μᾶς ἔδωσε ψωμὶ καὶ νερό... [632, 1984, 822, 2041]
child-photo [632, 528, 822, 822]
feuilleton-col-2 [228, 2032, 418, 2198]
page-label: ΣΕΛΙΣ ΔΕΥΤΕΡΑ [18, 10, 160, 28]
event-continuation: Σήμερον ὁ θαυμάσιος «Κινέζος» Τσάνγκο μὲ τὴν Ἀννα Μὲϊ Ὥνγκ. [1012, 1089, 1194, 1116]
ad-brand-city: ΒΟΛΟΥ [504, 1689, 569, 1708]
departures-body: ΔΙ' ΑΘΗΝΑΣ: Ἡ ταχεῖα 9.30 π. μ. ΔΙΑ ΛΑΡΙΣΣΑΝ: Ἡ ἀμαξοστοιχία 11.30. ΔΙΑ ΜΟΝΑΣΤΗΡΙΟΝ: Τὸ 7.45 π. μ. ΔΙΑ ΔΡΑΜΑΝ: Ἡ μικτὴ 7.55 π. μ. ΔΙ' ΕΥΡΩΠΗΝ: Ἡ ταχεῖα 11.30 π. μ. [430, 790, 620, 853]
event-heading: Η ΔΡΑΣΙΣ ΤΩΝ ΑΓΝΩΣΤΩΝ [1023, 649, 1183, 663]
article-continuation: υμα καὶ τὰ κάλλη, ἐπειδὴ δὲν ἤθελα νὰ μεταδοθῇ ὁ λόγος εἰς τὸ σπίτι... Ἡ μητέρα ἀπαντοῦσε μὲ δυσπιστίαν... Ὅταν ἦλθε ἡ ὥρα νὰ φύγῃ μὲ παρεκάλεσε νὰ τὴν συνοδεύσω... Τὸν ἔβλεπα κάθε ἡμέρα καὶ ἐγνώρισα ὅλη τὴν ἱστορίαν του... (Ἀκολουθεῖ) [228, 396, 418, 512]
event-heading: ΑΝΑΒΟΛΗ [1072, 256, 1134, 269]
surgeon-ad [436, 1296, 618, 1392]
ad-line: ΕΙΔΙΚΟΣ ΠΑΘΟΛΟΓΟΣ [272, 1465, 380, 1476]
ships-title: ΤΑ ΑΤΜΟΠΛΟΙΑ [477, 932, 573, 945]
event-heading: ΕΚΟΨΕ ΤΟ ΛΑΙΜΟ ΤΟΥ [1034, 317, 1172, 331]
event-body: Τὴν χθεσινὴν νύκτα ἐρασταὶ ἐτραυμάτισαν ἐν ἐκ θυμοῦ. [1012, 769, 1194, 797]
letters-signature: ΣΟΦΡΩΝΙΟΣ [931, 420, 1002, 432]
feuilleton-col-4 [632, 1924, 822, 2198]
event-body: Συνελήφθη ὁ Παντελῆς Ρεΐδης διότι ἐκλεψεν τὴν ἀδελφήν του. [1012, 862, 1194, 890]
right-article-continuation: ΑΘΗΝΑΙ, 9 Μαΐου. — Τὸ ἀποτρόπαιον ἐγκληματικὸν ἐπεισόδιον τῆς ὁδοῦ Σοφοκλέους ἐξακολουθεῖ νὰ ἀπασχολῇ τὰς σκέψεις καὶ τὴν κοινὴν γνώμην... Ἡ ἀνάκρισις συνεχίζεται. «Ὁ πατήρ τῆς, θέλων νὰ ἐπιδοθῇ εἰς τὴν νέαν, ἐτελείωσε...» — Τί θέλεις; — Θὰ φύγω. — Ὄχι, δὲν θὰ φύγῃς. [1399, 333, 1584, 480]
ad-line: ΔΗΜΗΤΡ. ΧΑΤΖΗΓΙΑΝΝΑΚΗΣ [269, 1435, 383, 1461]
letters-body: Ἀδελφοί μου χριστιανοί, ἀποδείτε τὸν ἀείζητο τῆς ζωῆς... Ἕνας φίλος μου ἄρρωστος ἔπεσε στὸ κρεββάτι... Ἡ δειλία στὸν ἄρρωστο εἶναι ἀδύνατον νὰ κρυφτεῖ... [834, 214, 1002, 315]
header-banner [430, 34, 1194, 158]
humor-body: Τέτοιος ἐλεος! Ἐγὼ σοῦ εἶπα νὰ τὸν τρῶς στὴ σειρά του... — Καλὰ ὅμως, ἀλλὰ ἐγὼ δὲν ἔχω ὄρεξη. [834, 779, 1002, 837]
moment-continuation: Αὐτοὶ οἱ ἄχρηστοι ἀνθρωποι ποῦ μᾶς ξανάρχονται... Εἶναι πρᾶγμα ἐντελῶς ἀδικαιολόγητον. Κάθε μέρα καὶ κάθε χρόνο τὸ ἴδιο παραμύθι. [632, 410, 822, 483]
airmail-day: Τρίτη [507, 1014, 543, 1027]
engagement-notice [834, 1142, 1002, 1206]
event-continuation: Ἄγνωστοι εἰσέδυσαν εἰς τὸ κατάστημα τοῦ κ. Σιδέρη καὶ ἀφήρεσαν ἐμπορεύματα. [1012, 707, 1194, 750]
airmail-sub: Δελτίον συνδέσεως ἀποστολῶν [444, 1001, 606, 1012]
article-continuation: πουργεῖον τῆς Δικαιοσύνης, ὅπως συνεχισθῇ ἡ ἀνάκρισις... Ὁ Βαρδόπουλος ἦτο ἄνθρωπος εὐέξαπτος. Πολλάκις εἶχε ἐπιτεθῇ κατὰ τῆς γυναικός του... Περαιτέρω κατεδείχθη ὅτι τὴν ἀπόφασιν... (Ἀκολουθεῖ) [1204, 1826, 1390, 1928]
ad-line: Ὑπὸ τὴν ἐπωνυμίαν [277, 1305, 375, 1316]
feuilleton-body: ἄνθρωποι, ποῦ εἶχαν ἀκόμη τὴν δύναμιν νὰ προχωροῦν. Ὁ Μπροῦλο ἐσήκωσε τὸ κεφάλι... Τὸ χιόνι ἐπεφτε πυκνό καὶ ὁ ἄνεμος ἐσφύριζε... [228, 2033, 418, 2105]
social-sub: Διάλυσις Ἀρραβῶνος [834, 961, 942, 973]
article-continuation: υμα καὶ τὰ κάλλη, ἐπειδὴ δὲν ἤθελα νὰ μεταδοθῇ ὁ λόγος εἰς τὸ σπίτι... Ἡ μητέρα ἀπαντοῦσε μὲ δυσπιστίαν... Ὅταν ἦλθε ἡ ὥρα νὰ φύγῃ μὲ παρεκάλεσε νὰ τὴν συνοδεύσω... Τὸν ἔβλεπα κάθε ἡμέρα καὶ ἐγνώρισα ὅλη τὴν ἱστορίαν του... (Ἀκολουθεῖ) [228, 277, 418, 394]
events-title: Τὰ Γεγονότα [1012, 164, 1194, 250]
article-continuation: Ἡ ὑποταγὴ ὅμως ποῦ μοῦ ἐδείχνε μὲ διέθεσε τόσο εὐνοϊκά, ποῦ ἀφοῦ πληροφορήθηκα καλὰ γιὰ τὴν ὑγεία του, πῆγα στὸ δωμάτιό του, ὅπως καθὼς μὲ εἶπεν ὅτι θὰ βρίσκα τὸν ἄγριο συγγενῆ... «Γιατί ὁ πατέρας σου κάνει τέτοια πράγματα;» «Ὁ πατέρας μου εἶναι καλός ἄνθρωπος.» Ἐμεῖς μου τὸν πατέρα σας τοῦ λέγω... Ὁ νέος φάνηκε ὅτι ἐσυγκινήθηκε καὶ μᾶς εὐχαρίστησε... Ἡ Θεοφίλη δὲν ἐγνώριζε τίποτε· ὅλα ἐγίνοντο εἰς τὸ σκότος... (Ἀκολουθεῖ) [20, 335, 216, 540]
event-heading: ΠΕΡΙΟΔΕΙΑ ΣΥΝΑΔΕΛΦΟΥ [1025, 588, 1181, 602]
new-generation-title: Η ΝΕΑ ΓΕΝΕΑ [632, 508, 740, 524]
doctor-ad [238, 1408, 414, 1592]
daily-body: Ἀπὸ τῆς προσεχοῦς Κυριακῆς ἀρχίζει λειτουργοῦν ὁ μέγας ἀεροδρόμιος τῆς πόλεως. Πρὸ καιροῦ ἐκυκλοφόρησαν ψίθυροι... Ἡ συγκοινωνία θὰ γίνεται ταχέως. [834, 464, 1002, 551]
pharmacies-title: ΔΙΑΝΥΚΤΕΡΕΥΟΝΤΑ ΦΑΡΜΑΚΕΙΑ [228, 970, 418, 984]
world-signature: Μίκυ Μάους [757, 1186, 822, 1198]
banner-word-2: ΚΥΛΑ [720, 40, 846, 87]
classified-heading: ΕΝΟΙΚΙΑΖΟΝΤΑΙ [1400, 1862, 1525, 1879]
